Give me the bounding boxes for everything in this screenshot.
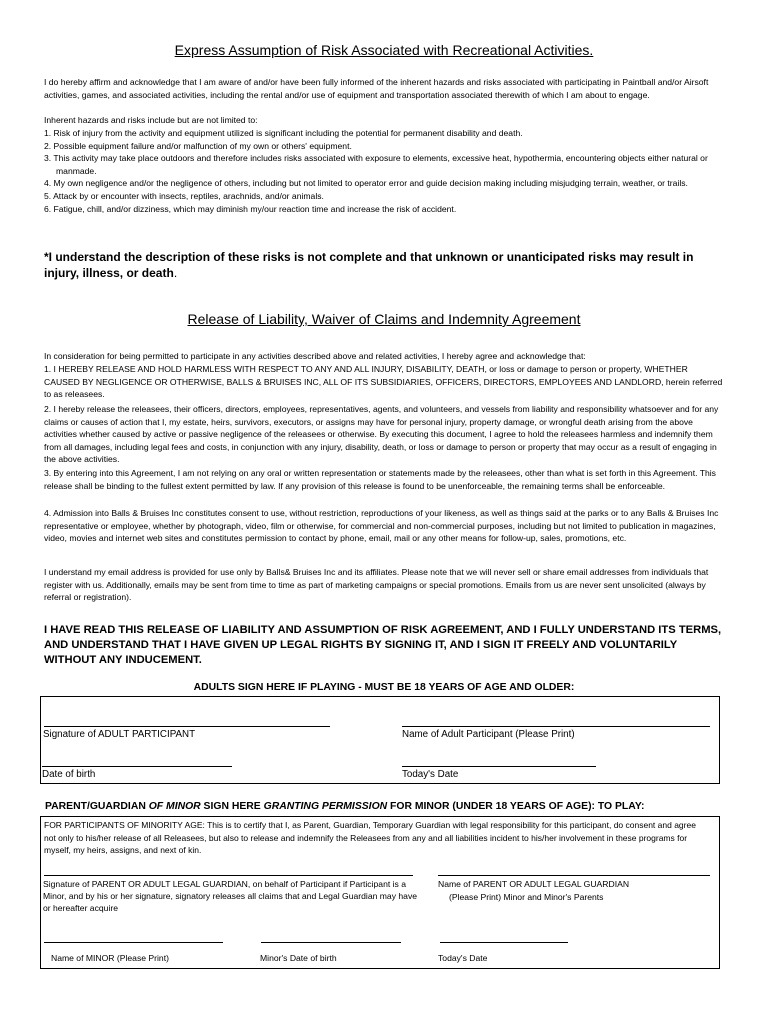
adult-date-line[interactable] (402, 766, 596, 767)
adult-name-label: Name of Adult Participant (Please Print) (402, 729, 575, 740)
risk-item: 5. Attack by or encounter with insects, reptiles, arachnids, and/or animals. (44, 190, 324, 201)
risk-intro: I do hereby affirm and acknowledge that I am aware of and/or have been fully informed of the inherent hazards and risks associated with participating in Paintball and/or Airsoft activities, games, and associated activities, including the rental and/or use of equipment and transportation associated therewith of which I am about to engage. (44, 77, 709, 100)
minor-signature-box (40, 816, 720, 969)
adult-signature-line[interactable] (44, 726, 330, 727)
release-paragraph-1: 1. I HEREBY RELEASE AND HOLD HARMLESS WITH RESPECT TO ANY AND ALL INJURY, DISABILITY, DEATH, or loss or damage to person or property, WHETHER CAUSED BY NEGLIGENCE OR OTHERWISE, BALLS & BRUISES INC, ALL OF ITS SUBSIDIARIES, OFFICERS, DIRECTORS, EMPLOYEES AND LANDLORD, herein referred to as releasees. (44, 364, 723, 400)
risk-understand-statement: *I understand the description of these risks is not complete and that unknown or unanticipated risks may result in injury, illness, or death. (44, 250, 694, 280)
minor-certification-text: FOR PARTICIPANTS OF MINORITY AGE: This is to certify that I, as Parent, Guardian, Temporary Guardian with legal responsibility for this participant, do consent and agree not only to his/her release of all Releasees, but also to release and indemnify the Releasees from any and all liabilities incident to his/her involvement in these programs for myself, my heirs, assigns, and next of kin. (44, 820, 696, 856)
risk-title: Express Assumption of Risk Associated with Recreational Activities. (174, 42, 594, 58)
guardian-signature-line[interactable] (44, 875, 413, 876)
release-paragraph-3: 3. By entering into this Agreement, I am not relying on any oral or written representation or statements made by the releasees, other than what is set forth in this Agreement. This release shall be binding to the fullest extent permitted by law. If any provision of this release is found to be unenforceable, the remaining terms shall be enforceable. (44, 468, 716, 491)
risk-item: 6. Fatigue, chill, and/or dizziness, which may diminish my/our reaction time and increase the risk of accident. (44, 203, 457, 214)
minor-dob-label: Minor's Date of birth (260, 953, 337, 963)
release-intro: In consideration for being permitted to participate in any activities described above and related activities, I hereby agree and acknowledge that: (44, 351, 586, 361)
minor-name-label: Name of MINOR (Please Print) (51, 953, 169, 963)
risk-item: 2. Possible equipment failure and/or malfunction of my own or others' equipment. (44, 140, 352, 151)
minor-heading: PARENT/GUARDIAN OF MINOR SIGN HERE GRANTING PERMISSION FOR MINOR (UNDER 18 YEARS OF AGE): TO PLAY: (45, 801, 645, 812)
risk-item: 3. This activity may take place outdoors and therefore includes risks associated with exposure to elements, excessive heat, hypothermia, encountering objects either natural or manmade. (44, 153, 708, 176)
risk-list (44, 127, 724, 215)
minor-date-label: Today's Date (438, 953, 488, 963)
guardian-signature-label: Signature of PARENT OR ADULT LEGAL GUARDIAN, on behalf of Participant if Participant is a Minor, and by his or her signature, signatory releases all claims that and Legal Guardian may have or hereafter acquire (43, 879, 418, 913)
adult-heading: ADULTS SIGN HERE IF PLAYING - MUST BE 18 YEARS OF AGE AND OLDER: (193, 682, 575, 693)
adult-date-label: Today's Date (402, 769, 459, 780)
guardian-name-sublabel: (Please Print) Minor and Minor's Parents (449, 892, 604, 902)
minor-name-line[interactable] (44, 942, 223, 943)
adult-dob-line[interactable] (42, 766, 232, 767)
adult-name-line[interactable] (402, 726, 710, 727)
minor-date-line[interactable] (440, 942, 568, 943)
email-statement: I understand my email address is provided for use only by Balls& Bruises Inc and its affiliates. Please note that we will never sell or share email addresses from individuals that register with us. Additionally, emails may be sent from time to time as part of marketing campaigns or special promotions. Emails from us are never sent unsolicited (always by referral or registration). (44, 567, 709, 603)
risk-item: 1. Risk of injury from the activity and equipment utilized is significant including the potential for permanent disability and death. (44, 128, 523, 138)
adult-signature-box (40, 696, 720, 784)
adult-signature-label: Signature of ADULT PARTICIPANT (43, 729, 196, 740)
adult-dob-label: Date of birth (42, 769, 96, 780)
risk-item: 4. My own negligence and/or the negligence of others, including but not limited to operator error and guide decision making including misjudging terrain, weather, or trails. (44, 178, 688, 189)
guardian-name-label: Name of PARENT OR ADULT LEGAL GUARDIAN (438, 879, 630, 889)
release-paragraph-2: 2. I hereby release the releasees, their officers, directors, employees, representatives, agents, and volunteers, and vessels from liability and responsibility whatsoever and for any claims or causes of action that I, my estate, heirs, survivors, executors, or assigns may have for personal injury, property damage, or wrongful death arising from the above activities whether caused by active or passive negligence of the releasees or otherwise. By executing this document, I agree to hold the releasees harmless and indemnify them from all damages, including legal fees and costs, in conjunction with any injury, disability, death, or loss or damage to person or property that may occur as a result of engaging in the above activities. (44, 404, 719, 465)
release-title: Release of Liability, Waiver of Claims and Indemnity Agreement (187, 311, 581, 327)
guardian-name-line[interactable] (438, 875, 710, 876)
acknowledgement: I HAVE READ THIS RELEASE OF LIABILITY AND ASSUMPTION OF RISK AGREEMENT, AND I FULLY UNDERSTAND ITS TERMS, AND UNDERSTAND THAT I HAVE GIVEN UP LEGAL RIGHTS BY SIGNING IT, AND I SIGN IT FREELY AND VOLUNTARILY WITHOUT ANY INDUCEMENT. (44, 624, 722, 666)
release-paragraph-4: 4. Admission into Balls & Bruises Inc constitutes consent to use, without restriction, reproductions of your likeness, as well as things said at the parks or to any Balls & Bruises Inc representative or employee, whether by photograph, video, film or otherwise, for commercial and non-commercial purposes, including but not limited to publication in magazines, video, movies and internet web sites and constitutes permission to contact by phone, email, mail or any other means for follow-up, sales, promotions, etc. (44, 508, 719, 544)
risk-include-label: Inherent hazards and risks include but are not limited to: (44, 115, 258, 125)
minor-dob-line[interactable] (261, 942, 401, 943)
